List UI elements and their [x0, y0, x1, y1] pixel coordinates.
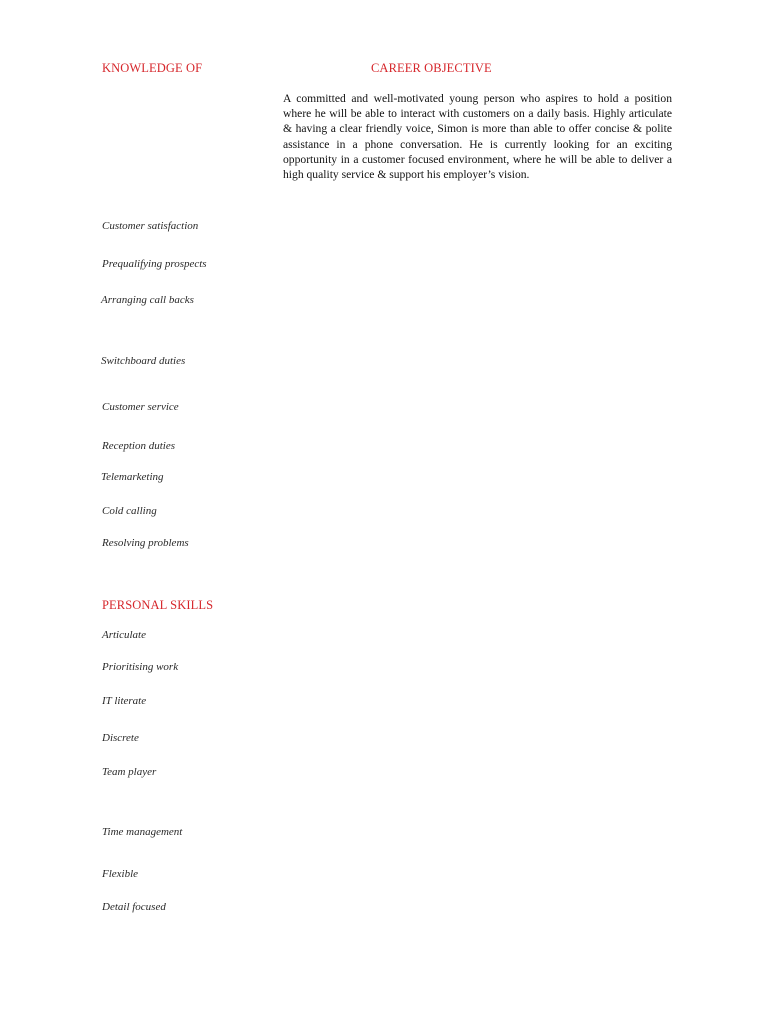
skill-item: Prioritising work [102, 661, 179, 673]
skill-item: IT literate [102, 695, 147, 707]
skill-item: Time management [102, 826, 183, 838]
personal-skills-heading: PERSONAL SKILLS [102, 598, 214, 612]
skill-item: Flexible [102, 868, 139, 880]
career-objective-heading: CAREER OBJECTIVE [371, 61, 492, 75]
knowledge-of-heading: KNOWLEDGE OF [102, 61, 203, 75]
knowledge-item: Reception duties [102, 440, 176, 452]
skill-item: Discrete [102, 732, 139, 744]
career-objective-paragraph: A committed and well-motivated young person who aspires to hold a position where he will be able to interact with customers on a daily basis. Highly articulate & having a clear friendly voice, Simon is more than able to offer concise & polite assistance in a phone conversation. He is currently looking for an exciting opportunity in a customer focused environment, where he will be able to deliver a high quality service & support his employer’s vision. [283, 92, 672, 182]
skill-item: Detail focused [102, 901, 166, 913]
knowledge-item: Customer satisfaction [102, 220, 199, 232]
knowledge-item: Arranging call backs [101, 294, 194, 306]
skill-item: Team player [102, 766, 157, 778]
knowledge-item: Cold calling [102, 505, 157, 517]
skill-item: Articulate [102, 629, 146, 641]
knowledge-item: Telemarketing [101, 471, 164, 483]
knowledge-item: Resolving problems [102, 537, 189, 549]
knowledge-item: Switchboard duties [101, 355, 186, 367]
knowledge-item: Customer service [102, 401, 179, 413]
knowledge-item: Prequalifying prospects [102, 258, 207, 270]
